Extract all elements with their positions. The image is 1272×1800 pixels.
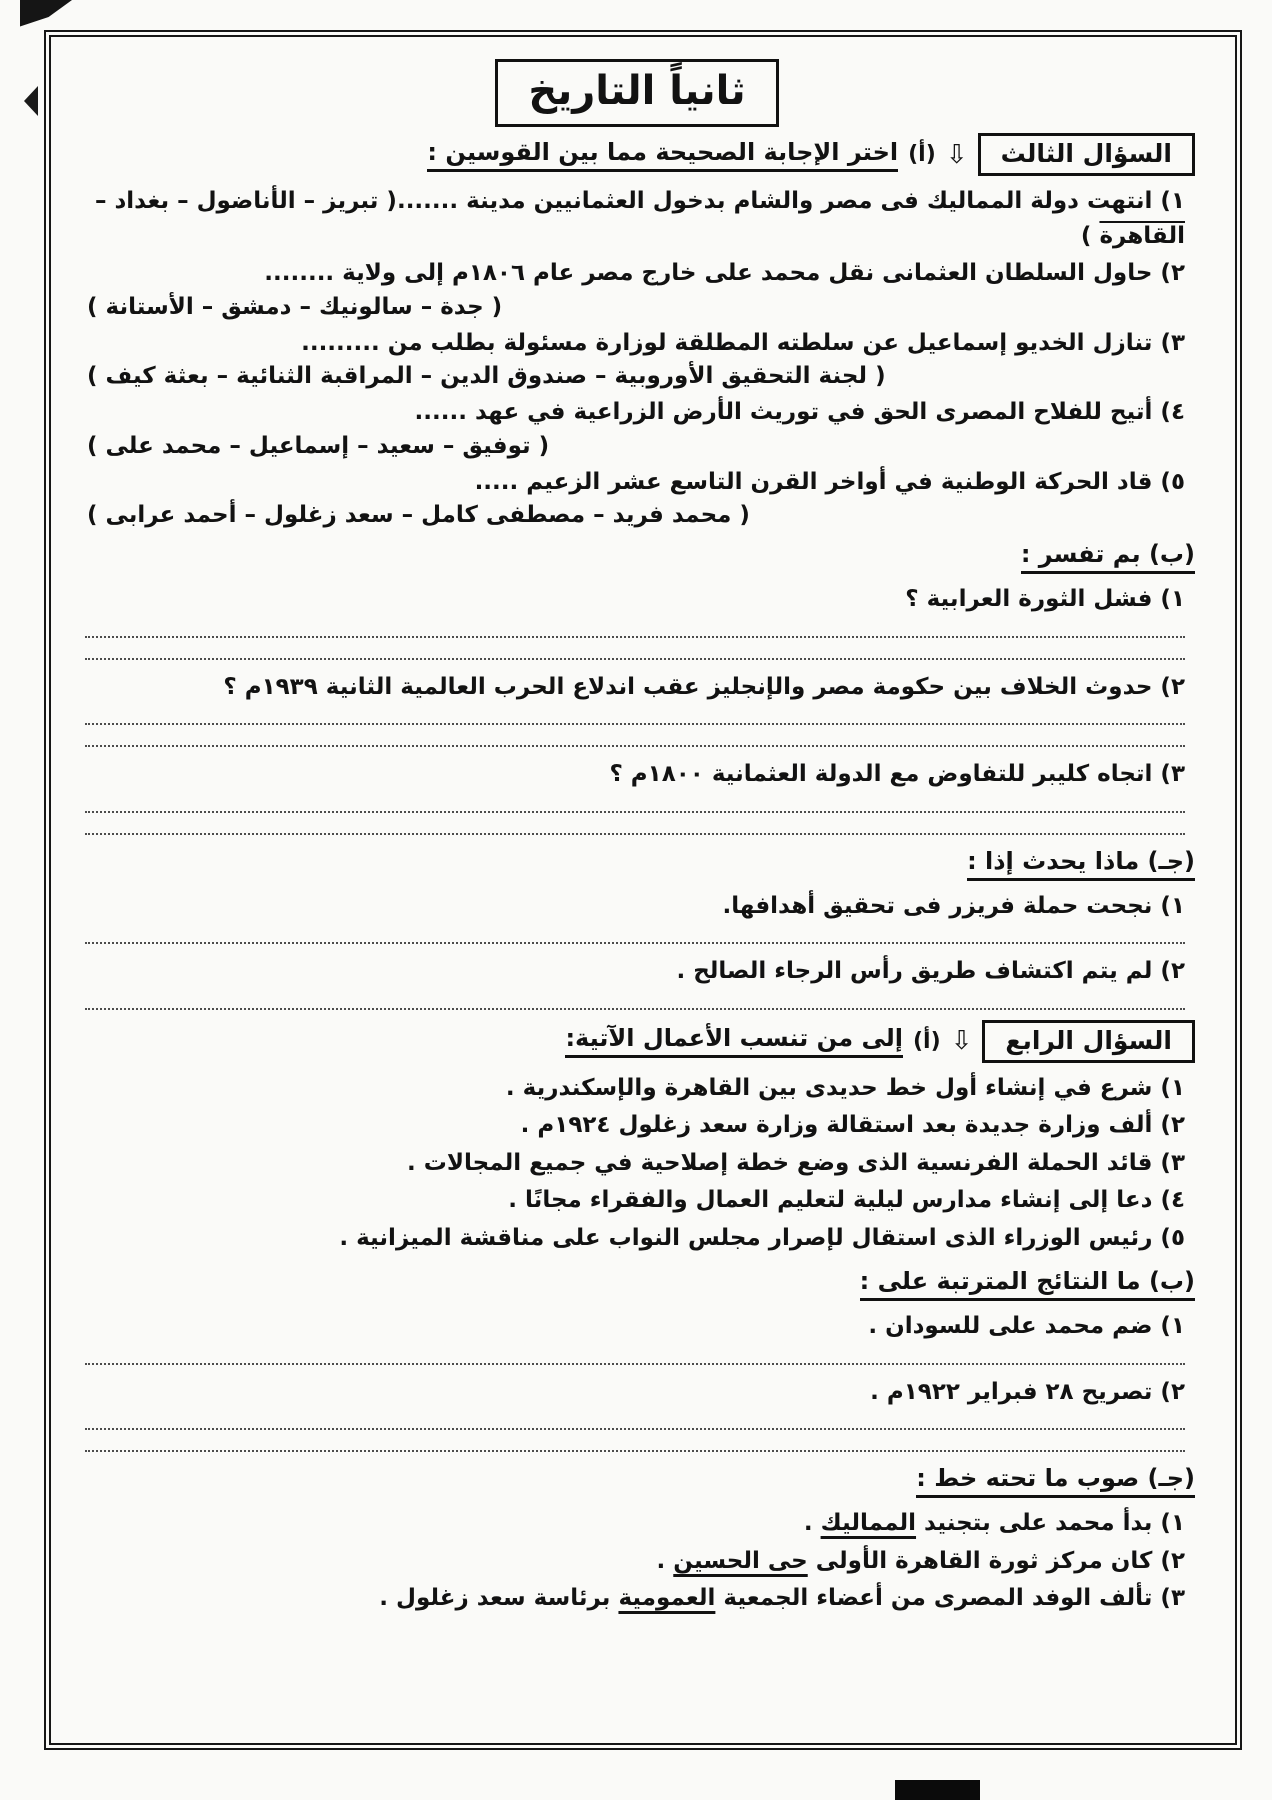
scan-artifact-bottom-mark bbox=[895, 1780, 980, 1800]
answer-line bbox=[85, 932, 1185, 944]
q4-a-item-5: ٥) رئيس الوزراء الذى استقال لإصرار مجلس النواب على مناقشة الميزانية . bbox=[339, 1224, 1185, 1251]
q4-part-b-header-text: (ب) ما النتائج المترتبة على : bbox=[860, 1267, 1195, 1301]
answer-line bbox=[85, 735, 1185, 747]
q3-b-item-3: ٣) اتجاه كليبر للتفاوض مع الدولة العثمانية ١٨٠٠م ؟ bbox=[609, 761, 1185, 787]
answer-line bbox=[85, 801, 1185, 813]
q3-part-a-marker: (أ) bbox=[908, 142, 936, 167]
answer-line bbox=[85, 823, 1185, 835]
q3-a-item-4-options: ( توفيق – سعيد – إسماعيل – محمد على ) bbox=[87, 432, 550, 459]
q3-part-a-prompt: اختر الإجابة الصحيحة مما بين القوسين : bbox=[427, 138, 898, 172]
q4-part-c-header-text: (جـ) صوب ما تحته خط : bbox=[916, 1464, 1195, 1498]
q3-a-item-3-options: ( لجنة التحقيق الأوروبية – صندوق الدين – المراقبة الثنائية – بعثة كيف ) bbox=[87, 363, 886, 389]
q3-c-item-1: ١) نجحت حملة فريزر فى تحقيق أهدافها. bbox=[722, 892, 1185, 919]
q4-a-item-1: ١) شرع في إنشاء أول خط حديدى بين القاهرة والإسكندرية . bbox=[505, 1074, 1185, 1101]
q4-c-item-2-underlined-word: حى الحسين bbox=[673, 1547, 808, 1574]
q3-a-item-4: ٤) أتيح للفلاح المصرى الحق في توريث الأرض الزراعية في عهد ...... bbox=[414, 399, 1185, 425]
answer-line bbox=[85, 1353, 1185, 1365]
answer-line bbox=[85, 648, 1185, 660]
q4-b-item-1: ١) ضم محمد على للسودان . bbox=[868, 1313, 1185, 1339]
q3-a-item-1-options-pre: ( تبريز – الأناضول – بغداد – bbox=[94, 188, 397, 214]
page-title bbox=[495, 59, 778, 127]
q4-b-item-2: ٢) تصريح ٢٨ فبراير ١٩٢٢م . bbox=[870, 1378, 1185, 1405]
q4-c-item-3-pre: ٣) تألف الوفد المصرى من أعضاء الجمعية bbox=[715, 1585, 1185, 1611]
q4-c-item-3 bbox=[79, 1581, 1195, 1616]
q4-part-c-header bbox=[79, 1464, 1195, 1498]
q4-a-item-2: ٢) ألف وزارة جديدة بعد استقالة وزارة سعد زغلول ١٩٢٤م . bbox=[520, 1112, 1185, 1138]
scan-artifact-tick bbox=[24, 86, 38, 116]
answer-line bbox=[85, 713, 1185, 725]
question4-label: السؤال الرابع bbox=[982, 1020, 1195, 1063]
q3-part-b-header-text: (ب) بم تفسر : bbox=[1021, 540, 1195, 574]
scan-artifact-corner bbox=[20, 0, 72, 34]
q3-a-item-5-options: ( محمد فريد – مصطفى كامل – سعد زغلول – أحمد عرابى ) bbox=[87, 502, 750, 528]
q4-c-item-2-post: . bbox=[656, 1547, 674, 1574]
q3-a-item-2-options: ( جدة – سالونيك – دمشق – الأستانة ) bbox=[87, 293, 503, 320]
q3-a-item-1 bbox=[79, 184, 1195, 253]
q4-c-item-3-underlined-word: العمومية bbox=[618, 1585, 716, 1611]
q4-c-item-2-pre: ٢) كان مركز ثورة القاهرة الأولى bbox=[807, 1547, 1185, 1574]
page-title-text: ثانياً التاريخ bbox=[528, 68, 746, 114]
q3-c-item-2: ٢) لم يتم اكتشاف طريق رأس الرجاء الصالح . bbox=[676, 958, 1185, 984]
question3-header bbox=[79, 133, 1195, 176]
q4-c-item-1-pre: ١) بدأ محمد على بتجنيد bbox=[916, 1510, 1185, 1536]
q4-c-item-1 bbox=[79, 1506, 1195, 1541]
q3-part-c-header bbox=[79, 847, 1195, 881]
q4-a-item-3: ٣) قائد الحملة الفرنسية الذى وضع خطة إصلاحية في جميع المجالات . bbox=[407, 1149, 1185, 1176]
q3-a-item-1-text: ١) انتهت دولة المماليك فى مصر والشام بدخول العثمانيين مدينة ....... bbox=[396, 188, 1185, 214]
q3-a-item-3: ٣) تنازل الخديو إسماعيل عن سلطته المطلقة لوزارة مسئولة بطلب من ......... bbox=[301, 329, 1185, 356]
q4-part-a-prompt: إلى من تنسب الأعمال الآتية: bbox=[565, 1024, 903, 1058]
q3-a-item-1-marked-answer: القاهرة bbox=[1099, 222, 1185, 249]
exam-content bbox=[51, 37, 1235, 1743]
q3-a-item-2: ٢) حاول السلطان العثمانى نقل محمد على خارج مصر عام ١٨٠٦م إلى ولاية ........ bbox=[264, 260, 1185, 286]
q4-part-a-marker: (أ) bbox=[912, 1028, 941, 1054]
q4-c-item-1-post: . bbox=[803, 1510, 821, 1536]
answer-line bbox=[85, 626, 1185, 638]
question3-label: السؤال الثالث bbox=[978, 133, 1195, 176]
q4-part-b-header bbox=[79, 1267, 1195, 1301]
q3-b-item-1: ١) فشل الثورة العرابية ؟ bbox=[905, 586, 1185, 612]
q3-a-item-1-options-post: ) bbox=[1080, 222, 1100, 249]
down-arrow-icon: ⇩ bbox=[945, 139, 968, 170]
q4-c-item-2 bbox=[79, 1544, 1195, 1579]
q3-a-item-5: ٥) قاد الحركة الوطنية في أواخر القرن التاسع عشر الزعيم ..... bbox=[474, 468, 1185, 495]
q3-b-item-2: ٢) حدوث الخلاف بين حكومة مصر والإنجليز عقب اندلاع الحرب العالمية الثانية ١٩٣٩م ؟ bbox=[223, 673, 1185, 700]
answer-line bbox=[85, 998, 1185, 1010]
down-arrow-icon: ⇩ bbox=[950, 1026, 973, 1056]
q4-c-item-3-post: برئاسة سعد زغلول . bbox=[379, 1585, 619, 1611]
question4-header bbox=[79, 1020, 1195, 1063]
answer-line bbox=[85, 1440, 1185, 1452]
answer-line bbox=[85, 1418, 1185, 1430]
q3-part-c-header-text: (جـ) ماذا يحدث إذا : bbox=[967, 847, 1195, 881]
q4-a-item-4: ٤) دعا إلى إنشاء مدارس ليلية لتعليم العمال والفقراء مجانًا . bbox=[508, 1187, 1185, 1213]
q4-c-item-1-underlined-word: المماليك bbox=[820, 1510, 917, 1536]
page-border-frame bbox=[44, 30, 1242, 1750]
q3-part-b-header bbox=[79, 540, 1195, 574]
